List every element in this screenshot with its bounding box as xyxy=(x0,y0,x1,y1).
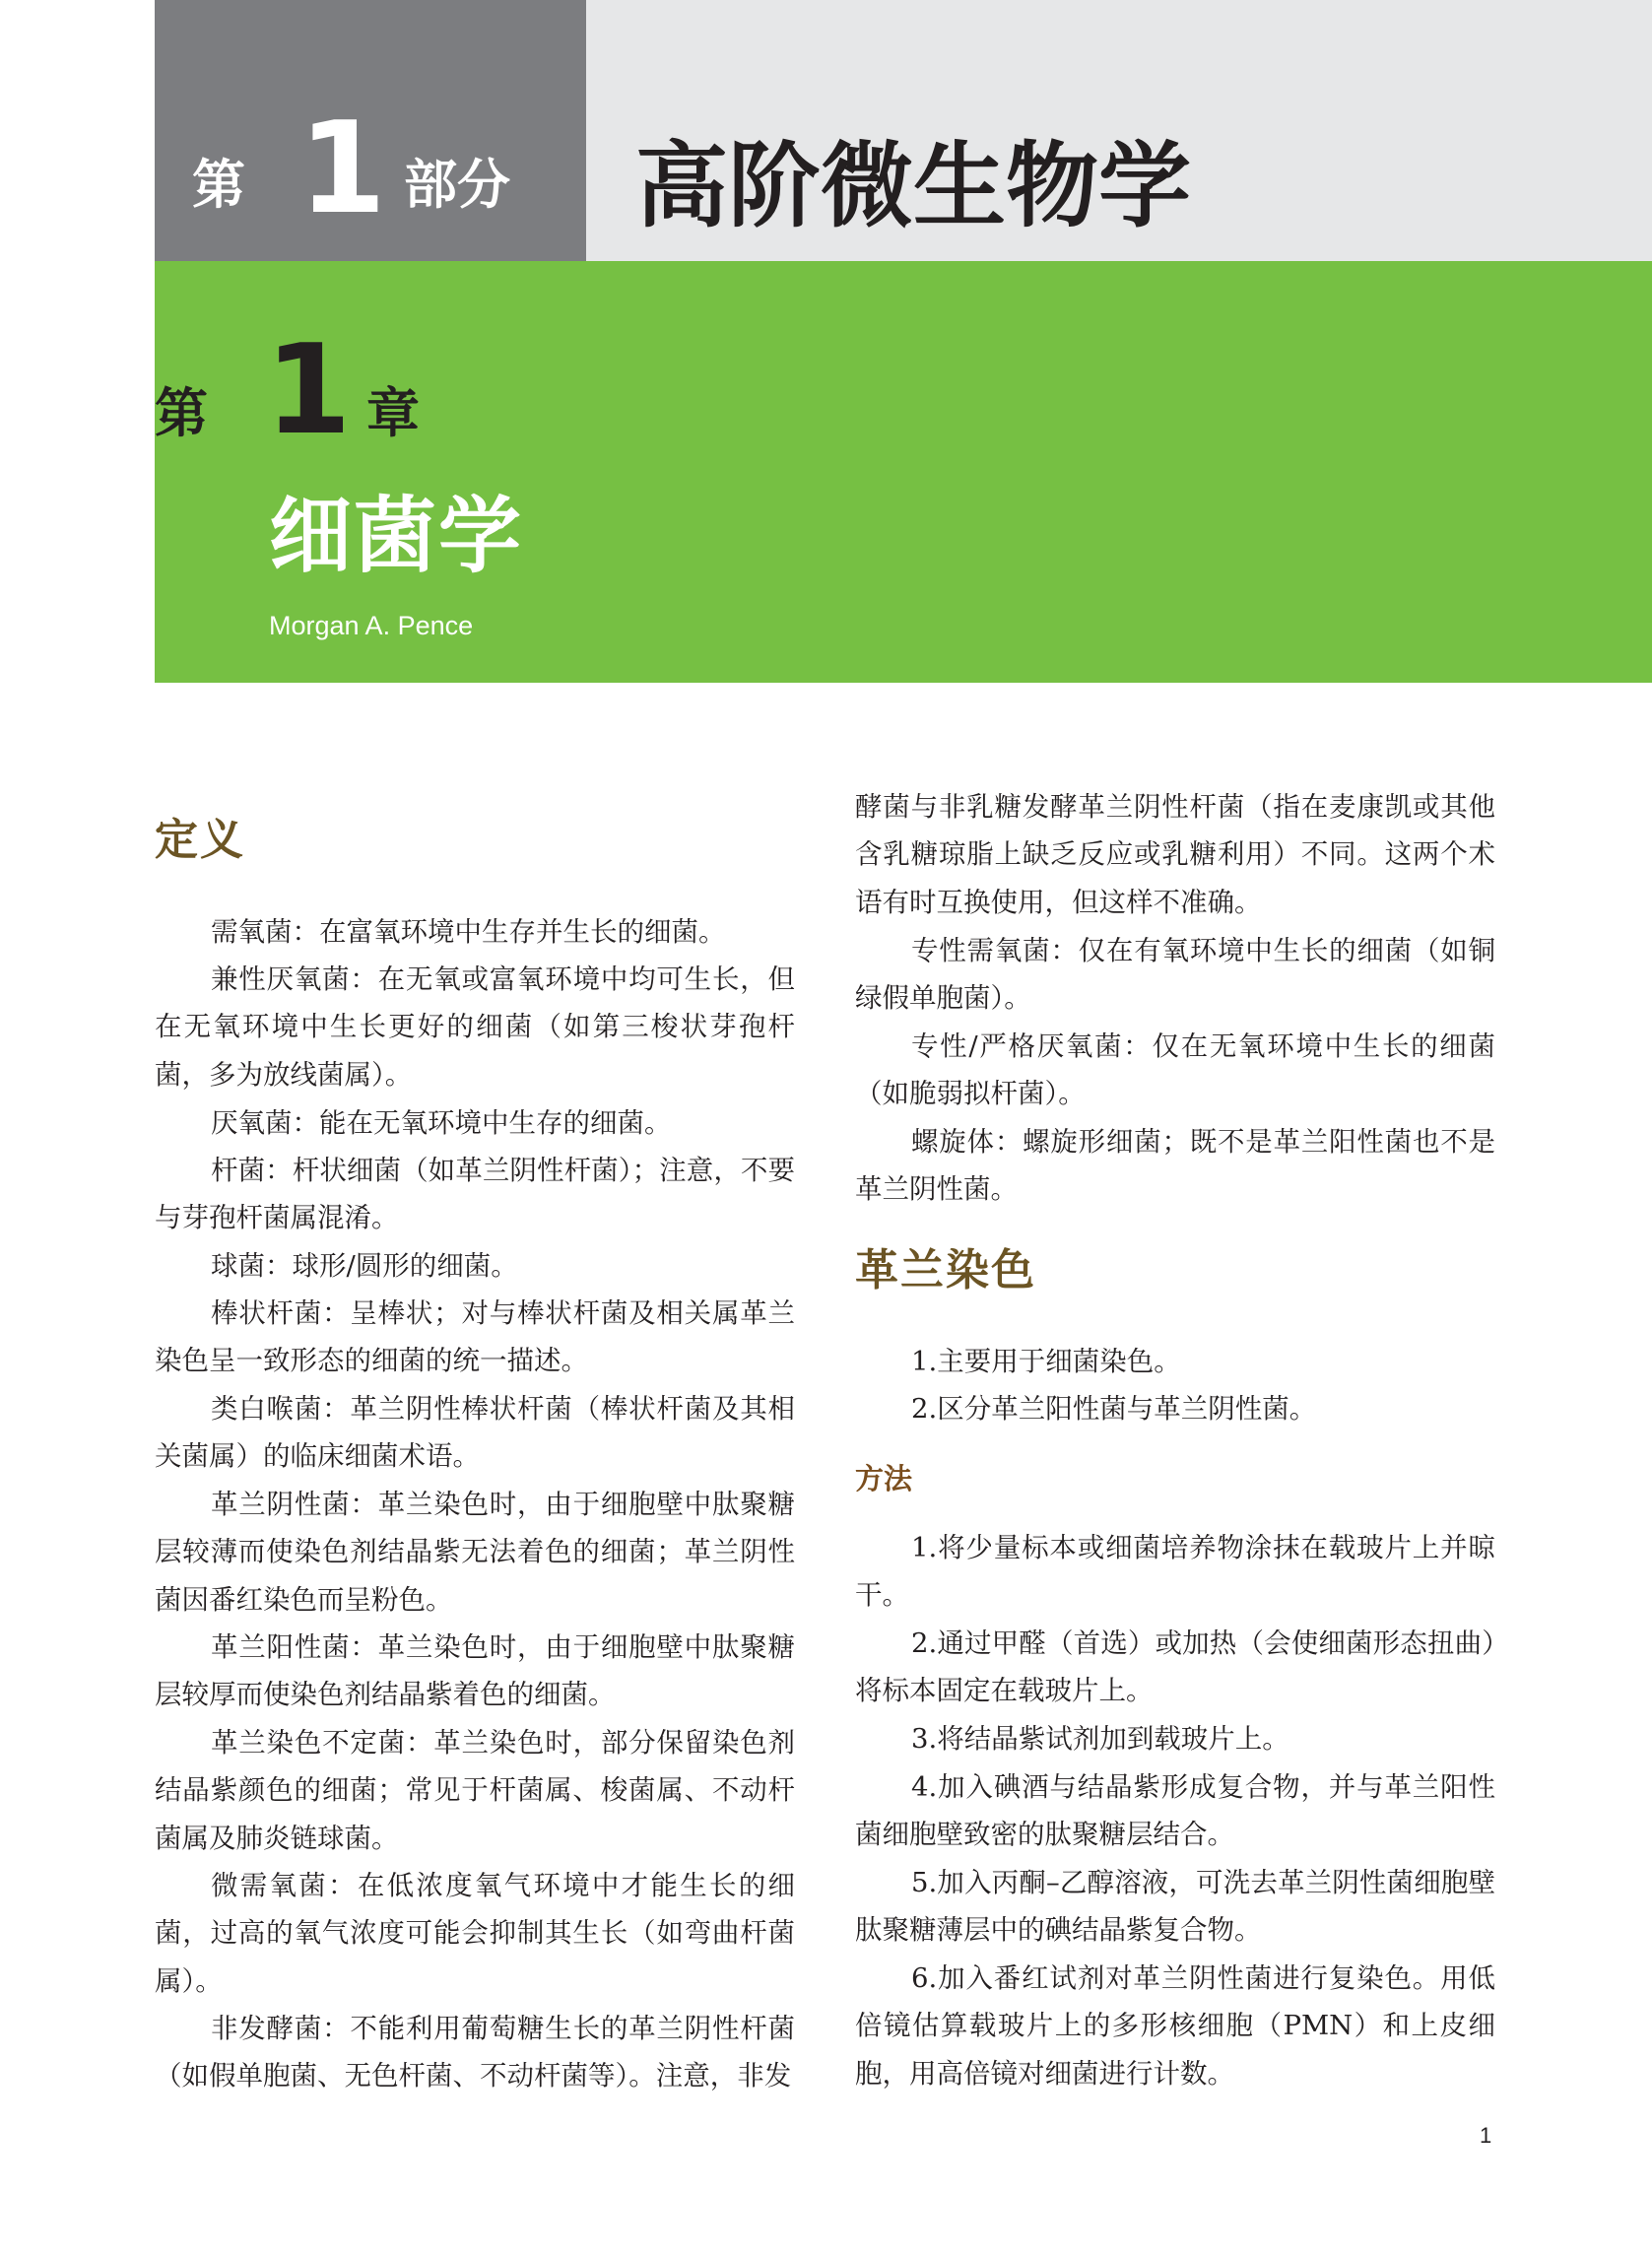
gram-stain-purpose: 2.区分革兰阳性菌与革兰阴性菌。 xyxy=(911,1393,1317,1425)
chapter-title: 细菌学 xyxy=(269,488,524,584)
definition-item: 需氧菌：在富氧环境中生存并生长的细菌。 xyxy=(211,916,726,948)
page-number: 1 xyxy=(1480,2123,1492,2148)
definition-item: 革兰染色不定菌：革兰染色时，部分保留染色剂结晶紫颜色的细菌；常见于杆菌属、梭菌属、不动杆菌属及肺炎链球菌。 xyxy=(155,1727,795,1854)
part-number: 1 xyxy=(298,96,387,242)
chapter-suffix: 章 xyxy=(366,382,420,444)
chapter-number: 1 xyxy=(265,317,352,462)
gram-stain-purpose: 1.主要用于细菌染色。 xyxy=(911,1346,1181,1377)
method-step: 6.加入番红试剂对革兰阴性菌进行复染色。用低倍镜估算载玻片上的多形核细胞（PMN）和上皮细胞，用高倍镜对细菌进行计数。 xyxy=(855,1962,1495,2090)
part-label-box xyxy=(155,0,586,261)
definition-item: 革兰阴性菌：革兰染色时，由于细胞壁中肽聚糖层较薄而使染色剂结晶紫无法着色的细菌；革兰阴性菌因番红染色而呈粉色。 xyxy=(155,1489,795,1616)
section-heading-definitions: 定义 xyxy=(155,815,245,865)
method-step: 3.将结晶紫试剂加到载玻片上。 xyxy=(911,1723,1289,1755)
definition-item: 类白喉菌：革兰阴性棒状杆菌（棒状杆菌及其相关菌属）的临床细菌术语。 xyxy=(155,1393,795,1473)
chapter-prefix: 第 xyxy=(155,382,208,444)
method-step: 2.通过甲醛（首选）或加热（会使细菌形态扭曲）将标本固定在载玻片上。 xyxy=(855,1627,1495,1707)
method-step: 4.加入碘酒与结晶紫形成复合物，并与革兰阳性菌细胞壁致密的肽聚糖层结合。 xyxy=(855,1771,1495,1851)
definition-item: 棒状杆菌：呈棒状；对与棒状杆菌及相关属革兰染色呈一致形态的细菌的统一描述。 xyxy=(155,1297,795,1377)
definition-item: 专性/严格厌氧菌：仅在无氧环境中生长的细菌（如脆弱拟杆菌）。 xyxy=(855,1030,1495,1110)
subheading-method: 方法 xyxy=(855,1462,913,1495)
method-step: 1.将少量标本或细菌培养物涂抹在载玻片上并晾干。 xyxy=(855,1532,1495,1612)
chapter-author: Morgan A. Pence xyxy=(269,611,474,640)
section-heading-gram-stain: 革兰染色 xyxy=(855,1245,1036,1295)
definition-item: 杆菌：杆状细菌（如革兰阴性杆菌）；注意，不要与芽孢杆菌属混淆。 xyxy=(155,1155,795,1234)
definition-item: 非发酵菌：不能利用葡萄糖生长的革兰阴性杆菌（如假单胞菌、无色杆菌、不动杆菌等）。注意，非发 xyxy=(155,2013,795,2092)
definition-item: 革兰阳性菌：革兰染色时，由于细胞壁中肽聚糖层较厚而使染色剂结晶紫着色的细菌。 xyxy=(155,1631,795,1711)
definition-item: 球菌：球形/圆形的细菌。 xyxy=(211,1250,518,1282)
definition-item: 螺旋体：螺旋形细菌；既不是革兰阳性菌也不是革兰阴性菌。 xyxy=(855,1126,1495,1206)
definition-item-continued: 酵菌与非乳糖发酵革兰阴性杆菌（指在麦康凯或其他含乳糖琼脂上缺乏反应或乳糖利用）不同。这两个术语有时互换使用，但这样不准确。 xyxy=(855,791,1495,918)
definition-item: 微需氧菌：在低浓度氧气环境中才能生长的细菌，过高的氧气浓度可能会抑制其生长（如弯曲杆菌属）。 xyxy=(155,1870,795,1997)
definition-item: 兼性厌氧菌：在无氧或富氧环境中均可生长，但在无氧环境中生长更好的细菌（如第三梭状芽孢杆菌，多为放线菌属）。 xyxy=(155,963,795,1091)
part-title-band xyxy=(586,0,1652,261)
chapter-banner xyxy=(155,261,1652,683)
definition-item: 专性需氧菌：仅在有氧环境中生长的细菌（如铜绿假单胞菌）。 xyxy=(855,935,1495,1015)
part-title: 高阶微生物学 xyxy=(635,133,1192,240)
part-prefix: 第 xyxy=(192,154,245,216)
method-step: 5.加入丙酮–乙醇溶液，可洗去革兰阴性菌细胞壁肽聚糖薄层中的碘结晶紫复合物。 xyxy=(855,1867,1495,1947)
definition-item: 厌氧菌：能在无氧环境中生存的细菌。 xyxy=(211,1107,672,1139)
part-suffix: 部分 xyxy=(404,154,510,216)
